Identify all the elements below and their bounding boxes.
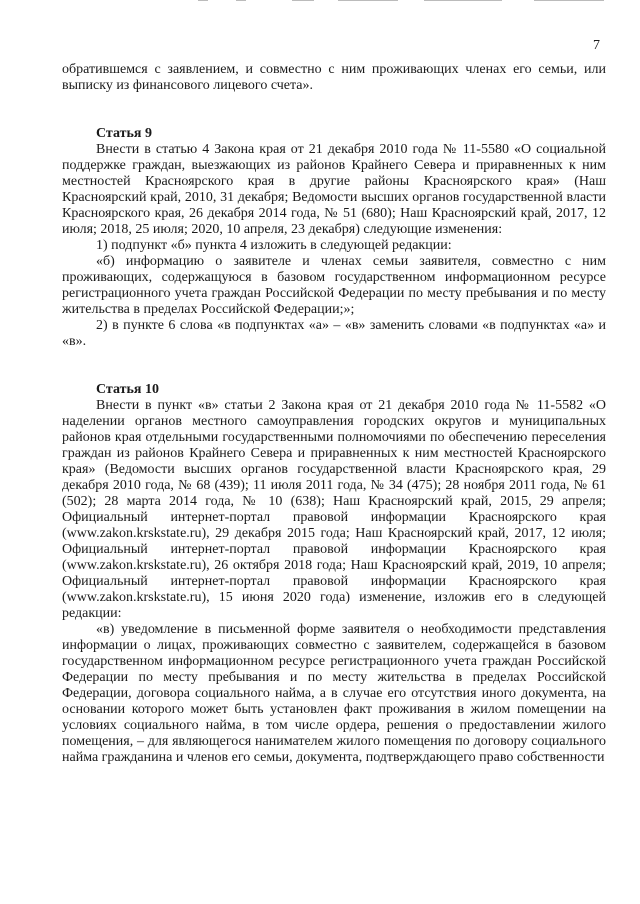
scan-edge-line xyxy=(292,0,314,1)
scan-edge-line xyxy=(236,0,246,1)
paragraph: обратившемся с заявлением, и совместно с ним проживающих членах его семьи, или выписку из финансового лицевого счета». xyxy=(62,62,606,93)
article-heading: Статья 9 xyxy=(96,126,152,141)
paragraph: Внести в статью 4 Закона края от 21 декабря 2010 года № 11-5580 «О социальной поддержке граждан, выезжающих из районов Крайнего Севера и приравненных к ним местностей Красноярского края в другие районы Красноярского края» (Наш Красноярский край, 2010, 31 декабря; Ведомости высших органов государственной власти Красноярского края, 26 декабря 2014 года, № 51 (680); Наш Красноярский край, 2017, 12 июля; 2018, 25 июля; 2020, 10 апреля, 23 декабря) следующие изменения: xyxy=(62,142,606,237)
scan-edge-line xyxy=(338,0,398,1)
paragraph: «б) информацию о заявителе и членах семьи заявителя, совместно с ним проживающих, содержащуюся в базовом государственном информационном ресурсе регистрационного учета граждан Российской Федерации по месту пребывания и по месту жительства в пределах Российской Федерации;»; xyxy=(62,254,606,317)
paragraph-gap xyxy=(62,94,606,126)
paragraph: «в) уведомление в письменной форме заявителя о необходимости представления информации о лицах, проживающих совместно с заявителем, содержащейся в базовом государственном информационном ресурсе регистрационного учета граждан Российской Федерации по месту пребывания и по месту жительства в пределах Российской Федерации, договора социального найма, а в случае его отсутствия иного документа, на основании которого может быть установлен факт проживания в жилом помещении на условиях социального найма, в том числе ордера, решения о предоставлении жилого помещения, – для являющегося нанимателем жилого помещения по договору социального найма гражданина и членов его семьи, документа, подтверждающего право собственности xyxy=(62,622,606,765)
page-number: 7 xyxy=(593,38,600,53)
scan-edge-line xyxy=(424,0,502,1)
paragraph: 2) в пункте 6 слова «в подпунктах «а» – «в» заменить словами «в подпунктах «а» и «в». xyxy=(62,318,606,349)
scan-edge-line xyxy=(534,0,604,1)
document-body xyxy=(62,62,606,766)
paragraph: 1) подпункт «б» пункта 4 изложить в следующей редакции: xyxy=(96,238,452,253)
paragraph-gap xyxy=(62,350,606,382)
article-heading: Статья 10 xyxy=(96,382,159,397)
paragraph: Внести в пункт «в» статьи 2 Закона края от 21 декабря 2010 года № 11-5582 «О наделении органов местного самоуправления городских округов и муниципальных районов края отдельными государственными полномочиями по обеспечению переселения граждан из районов Крайнего Севера и приравненных к ним местностей Красноярского края» (Ведомости высших органов государственной власти Красноярского края, 29 декабря 2010 года, № 68 (439); 11 июля 2011 года, № 34 (475); 28 ноября 2011 года, № 61 (502); 28 марта 2014 года, № 10 (638); Наш Красноярский край, 2015, 29 апреля; Официальный интернет-портал правовой информации Красноярского края (www.zakon.krskstate.ru), 29 декабря 2015 года; Наш Красноярский край, 2017, 12 июля; Официальный интернет-портал правовой информации Красноярского края (www.zakon.krskstate.ru), 26 октября 2018 года; Наш Красноярский край, 2019, 10 апреля; Официальный интернет-портал правовой информации Красноярского края (www.zakon.krskstate.ru), 15 июня 2020 года) изменение, изложив его в следующей редакции: xyxy=(62,398,606,621)
scan-edge-line xyxy=(198,0,208,1)
